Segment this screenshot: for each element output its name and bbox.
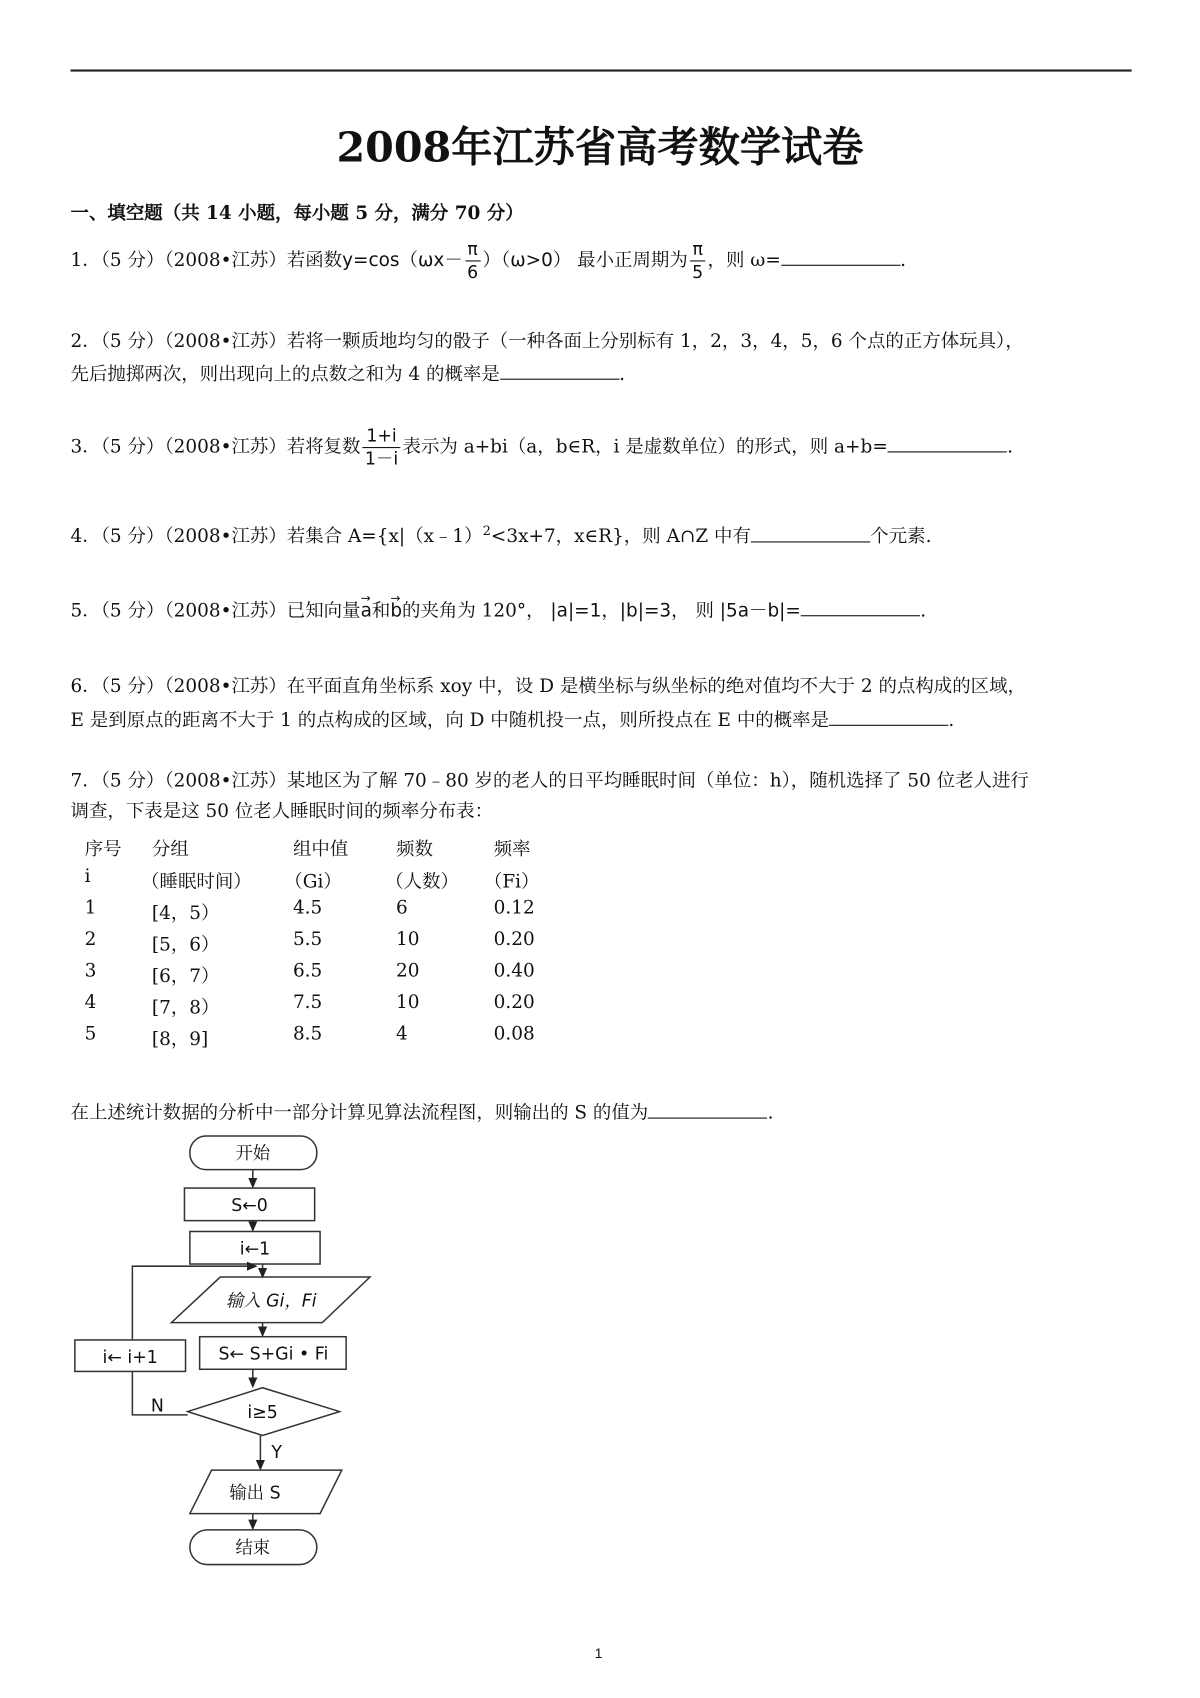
table-cell: 7.5 (292, 991, 323, 1014)
table-cell: 6.5 (292, 960, 323, 982)
table-cell: 10 (396, 991, 420, 1014)
end-label: 结束 (235, 1538, 271, 1559)
question-7-line2: 调查，下表是这 50 位老人睡眠时间的频率分布表： (70, 800, 494, 823)
question-6-line2: E 是到原点的距离不大于 1 的点构成的区域，向 D 中随机投一点，则所投点在 E 中的概率是 . (71, 707, 955, 731)
table-subheader: （Gi） (284, 871, 342, 893)
table-subheader: （人数） (385, 871, 459, 893)
table-header: 频数 (396, 838, 433, 861)
table-cell: 6 (396, 897, 408, 919)
q5-expression: |5a－b|= (719, 600, 801, 622)
page-title: 2008年江苏省高考数学试卷 (336, 122, 864, 172)
table-cell: 4 (396, 1023, 408, 1045)
yes-label: Y (271, 1443, 282, 1464)
table-cell: [6，7） (151, 965, 220, 988)
table-cell: 4 (84, 991, 97, 1014)
table-subheader: （Fi） (483, 871, 540, 893)
table-cell: 1 (84, 897, 97, 919)
increment-label: i← i+1 (102, 1347, 158, 1368)
question-6-line1: 6．（5 分）（2008•江苏）在平面直角坐标系 xoy 中，设 D 是横坐标与纵坐标的绝对值均不大于 2 的点构成的区域， (70, 675, 1027, 698)
table-cell: 0.40 (493, 960, 535, 982)
condition-label: i≥5 (247, 1403, 278, 1424)
table-header: 分组 (151, 838, 189, 861)
question-4: 4．（5 分）（2008•江苏）若集合 A={x|（x﹣1）$^2$<3x+7，x∈R}，则 A∩Z 中有 个元素. (70, 522, 932, 548)
table-cell: 4.5 (292, 897, 323, 919)
q1-fraction-pi-6: $\frac{\pi}{6}$ (465, 239, 480, 283)
table-cell: 5 (84, 1023, 97, 1045)
table-cell: [8，9] (151, 1028, 209, 1051)
table-cell: [4，5） (151, 902, 220, 925)
table-header: 序号 (84, 838, 122, 861)
q1-fraction-pi-5: $\frac{\pi}{5}$ (690, 239, 705, 283)
table-cell: 8.5 (292, 1023, 323, 1045)
q1-condition: ）（ω>0） (482, 249, 572, 272)
question-5: 5．（5 分）（2008•江苏）已知向量→ a和→ b的夹角为 120°， |a|=1，|b|=3， 则 |5a－b|= . (71, 598, 927, 622)
input-label: 输入 Gi，Fi (225, 1291, 317, 1312)
q1-function: y=cos（ωx－ (342, 249, 463, 272)
vector-b: → b (390, 600, 402, 622)
q1-prefix: 1．（5 分）（2008•江苏）若函数 (70, 249, 343, 272)
q1-end: . (900, 249, 907, 272)
table-cell: 20 (396, 960, 420, 982)
table-cell: 0.20 (493, 928, 535, 951)
s0-label: S←0 (231, 1195, 268, 1216)
question-2-line2: 先后抛掷两次，则出现向上的点数之和为 4 的概率是 . (71, 361, 625, 385)
no-label: N (150, 1396, 164, 1417)
q1-tail: ，则 ω= (707, 249, 781, 272)
q1-mid: 最小正周期为 (577, 249, 688, 272)
question-2-line1: 2．（5 分）（2008•江苏）若将一颗质地均匀的骰子（一种各面上分别标有 1，2，3，4，5，6 个点的正方体玩具）， (70, 330, 1024, 353)
table-subheader: （睡眠时间） (141, 871, 252, 893)
question-7-line1: 7．（5 分）（2008•江苏）某地区为了解 70﹣80 岁的老人的日平均睡眠时间（单位：h），随机选择了 50 位老人进行 (70, 770, 1029, 793)
question-3: 3．（5 分）（2008•江苏）若将复数 $\frac{1+i}{1-i}$ 表示为 a+bi（a，b∈R，i 是虚数单位）的形式，则 a+b= . (70, 425, 1014, 469)
table-subheader: i (84, 865, 91, 888)
table-header: 组中值 (292, 838, 349, 861)
table-cell: 2 (84, 928, 97, 951)
q5-magnitudes: |a|=1，|b|=3， (550, 600, 690, 622)
table-cell: 5.5 (292, 928, 323, 951)
output-label: 输出 S (229, 1483, 281, 1504)
table-cell: [7，8） (151, 997, 220, 1019)
table-header: 频率 (493, 838, 531, 861)
section-heading: 一、填空题（共 14 小题，每小题 5 分，满分 70 分） (70, 202, 524, 225)
i1-label: i←1 (239, 1239, 271, 1260)
question-7-followup: 在上述统计数据的分析中一部分计算见算法流程图，则输出的 S 的值为 . (71, 1100, 774, 1124)
vector-a: → a (361, 600, 372, 622)
table-cell: 3 (84, 960, 97, 982)
table-cell: 10 (396, 928, 420, 951)
update-label: S← S+Gi • Fi (218, 1344, 329, 1365)
page-number: 1 (594, 1644, 603, 1662)
table-cell: 0.20 (493, 991, 535, 1014)
table-cell: 0.08 (493, 1023, 535, 1045)
table-cell: [5，6） (151, 934, 220, 956)
table-cell: 0.12 (493, 897, 535, 919)
q3-fraction: $\frac{1+i}{1-i}$ (363, 425, 401, 469)
start-label: 开始 (235, 1143, 271, 1164)
